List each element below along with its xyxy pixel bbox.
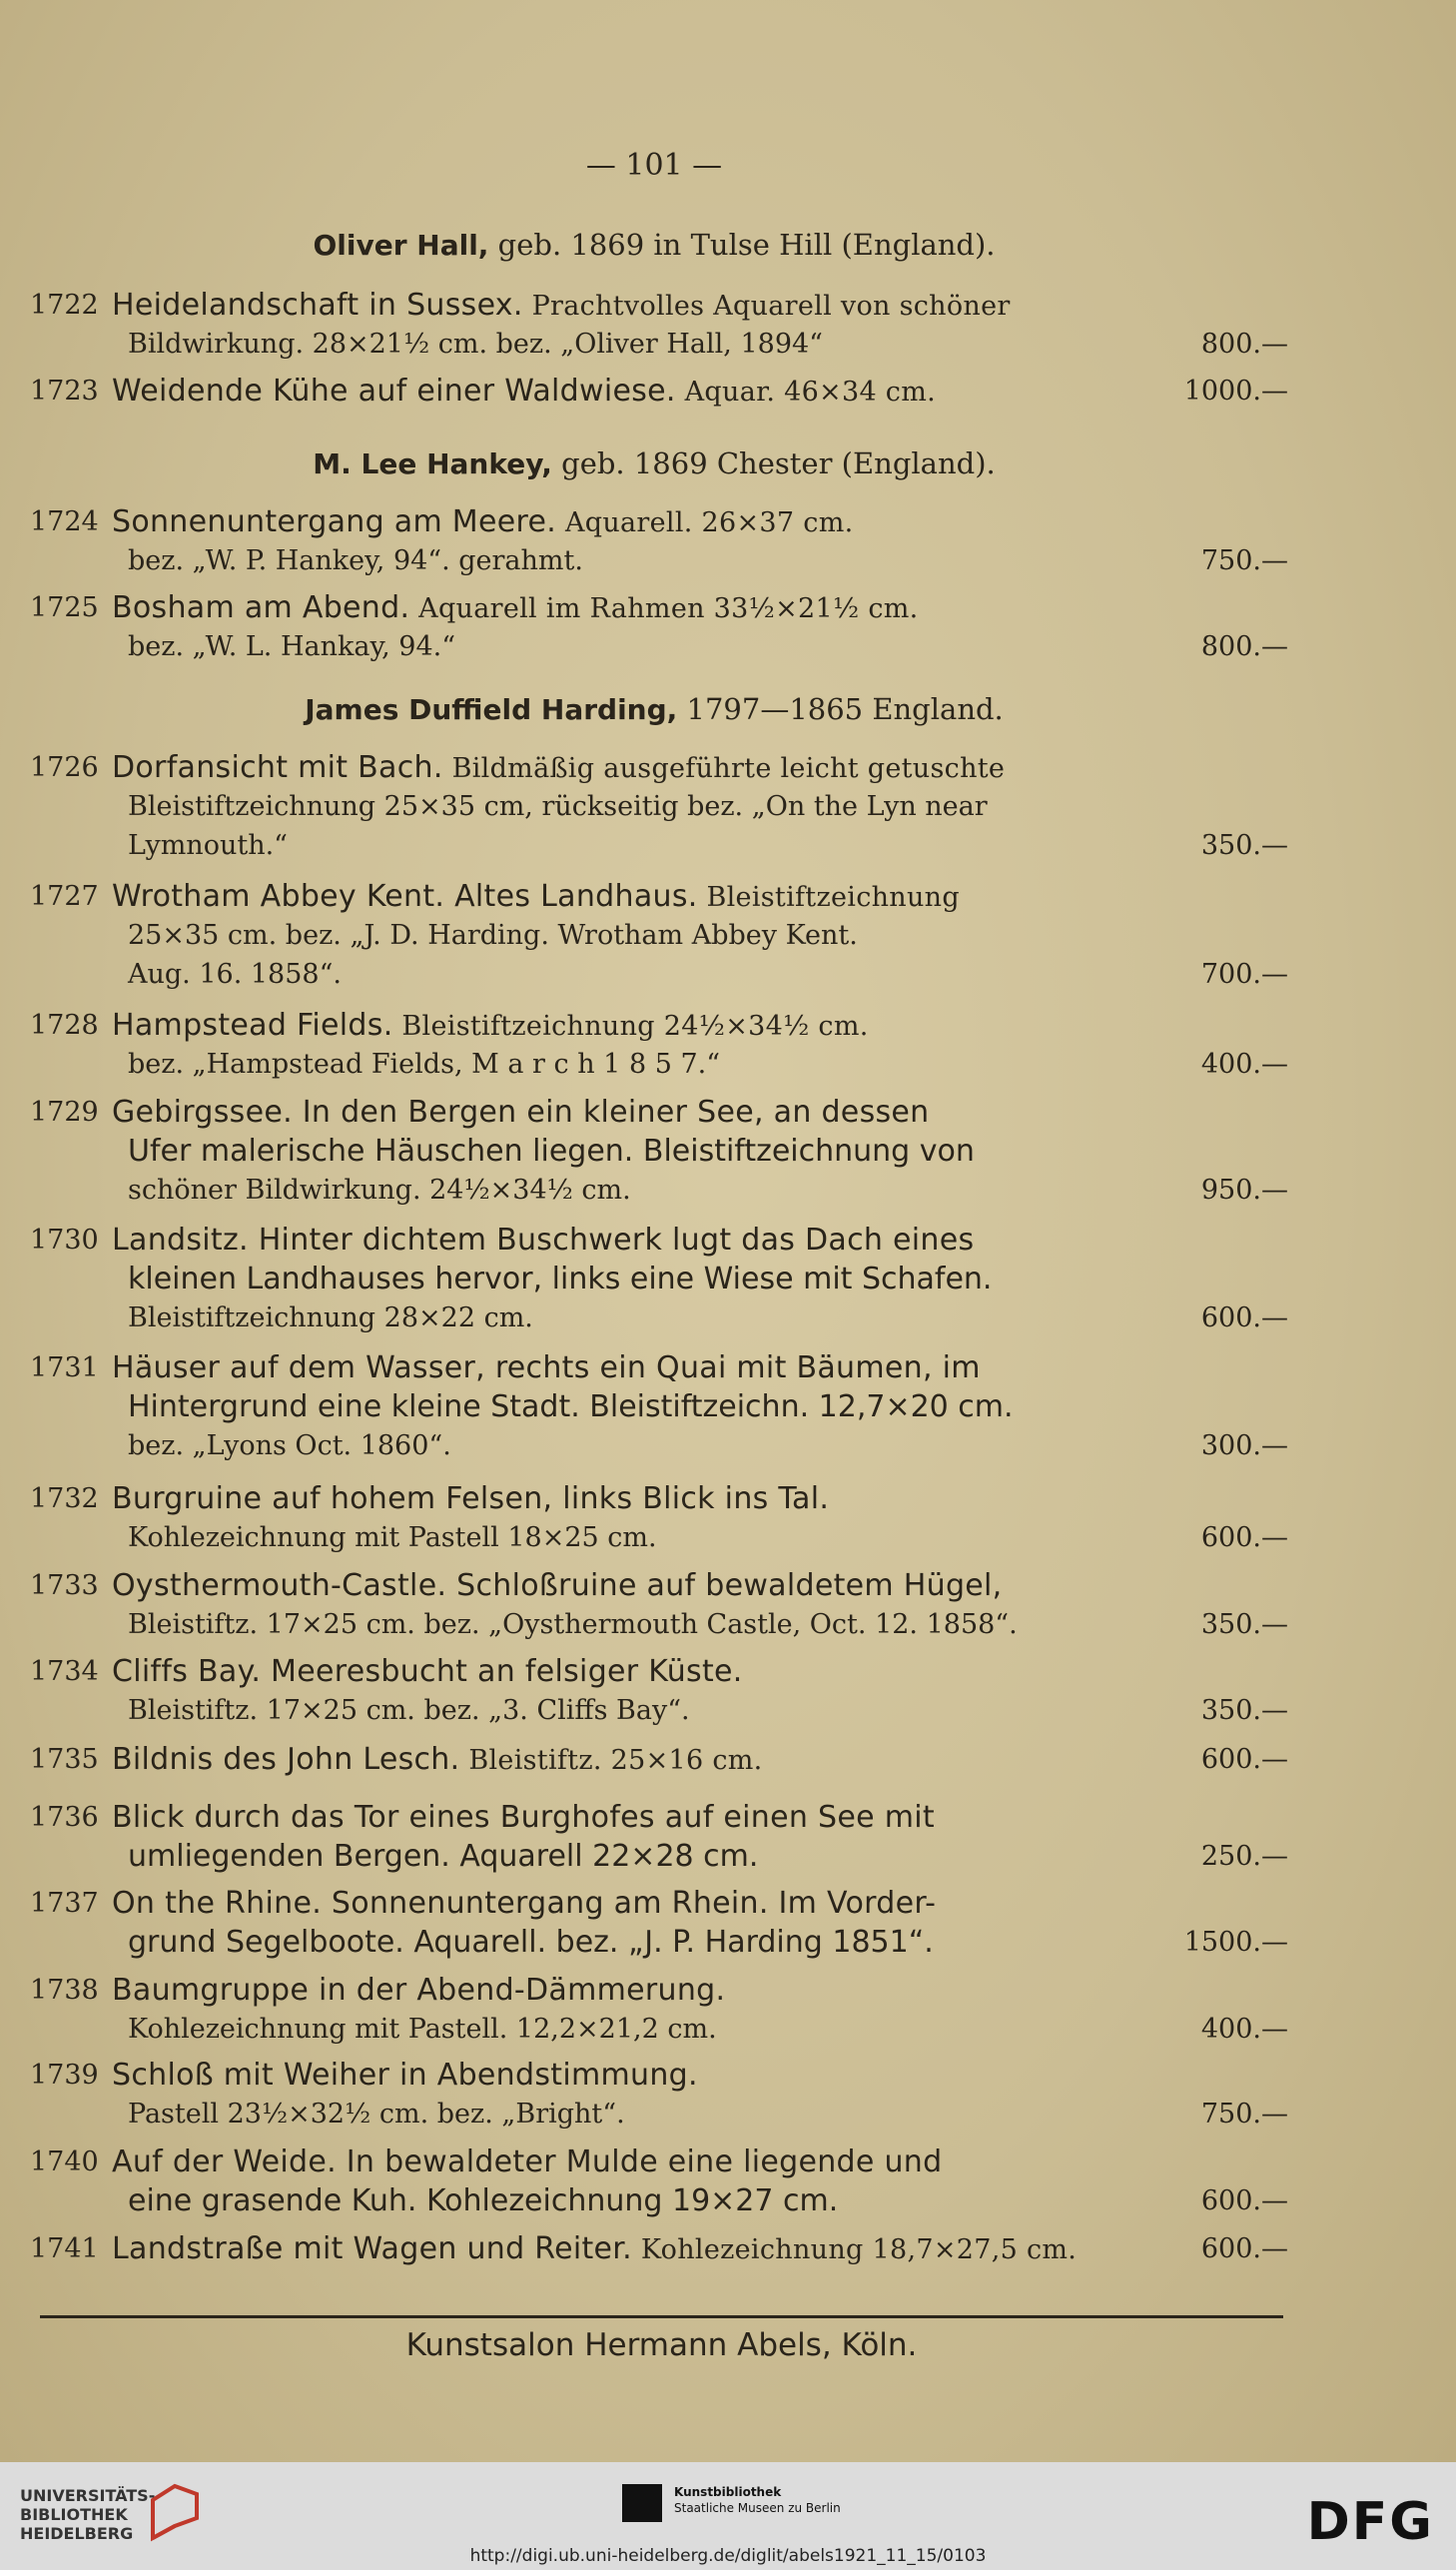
- entry-title: [112, 1798, 935, 1838]
- entry-continuation-line: [30, 627, 1288, 666]
- entry-continuation-text: grund Segelboote. Aquarell. bez. „J. P. Harding 1851“.: [128, 1925, 934, 1960]
- catalog-entry: [30, 1006, 1288, 1084]
- entry-title-text: Auf der Weide. In bewaldeter Mulde eine liegende und: [112, 2144, 943, 2179]
- entry-title-text: Dorfansicht mit Bach.: [112, 750, 443, 785]
- entry-description: Aquarell. 26×37 cm.: [556, 507, 854, 538]
- entry-title-text: Weidende Kühe auf einer Waldwiese.: [112, 374, 676, 409]
- entry-number: 1725: [30, 592, 99, 623]
- entry-title-text: Oysthermouth-Castle. Schloßruine auf bewaldetem Hügel,: [112, 1568, 1003, 1603]
- ub-line2: BIBLIOTHEK: [20, 2505, 128, 2524]
- entry-title: [112, 748, 1005, 788]
- kb-line1: Kunstbibliothek: [674, 2485, 782, 2499]
- entry-continuation-text: Hintergrund eine kleine Stadt. Bleistiftzeichn. 12,7×20 cm.: [128, 1389, 1014, 1424]
- entry-title-text: Gebirgssee. In den Bergen ein kleiner See, an dessen: [112, 1095, 930, 1130]
- entry-price: 950.—: [1200, 1175, 1288, 1206]
- catalog-entry: [30, 1566, 1288, 1644]
- entry-number: 1729: [30, 1097, 99, 1128]
- entry-price: 400.—: [1200, 2014, 1288, 2045]
- entry-title-text: Schloß mit Weiher in Abendstimmung.: [112, 2058, 698, 2093]
- entry-title-text: Landstraße mit Wagen und Reiter.: [112, 2231, 633, 2266]
- entry-first-line: [30, 748, 1288, 787]
- entry-number: 1724: [30, 506, 99, 537]
- entry-price: 750.—: [1200, 2099, 1288, 2130]
- entry-number: 1726: [30, 752, 99, 783]
- entry-number: 1732: [30, 1483, 99, 1514]
- entry-title-text: Sonnenuntergang am Meere.: [112, 504, 557, 539]
- entry-number: 1728: [30, 1010, 99, 1041]
- entry-title: [112, 372, 936, 412]
- entry-title: [112, 1093, 930, 1133]
- catalog-entry: [30, 1740, 1288, 1779]
- entry-first-line: [30, 1221, 1288, 1260]
- entry-first-line: [30, 372, 1288, 411]
- entry-price: 400.—: [1200, 1049, 1288, 1080]
- entry-number: 1736: [30, 1802, 99, 1833]
- artist-name: James Duffield Harding,: [305, 693, 678, 726]
- artist-name: Oliver Hall,: [313, 229, 489, 262]
- catalog-entry: [30, 502, 1288, 580]
- entry-continuation-text: bez. „Hampstead Fields, M a r c h 1 8 5 7.“: [128, 1049, 721, 1080]
- entry-title: [112, 1221, 974, 1261]
- artist-name: M. Lee Hankey,: [313, 447, 552, 480]
- entry-number: 1739: [30, 2060, 99, 2091]
- entry-description: Bleistiftz. 25×16 cm.: [459, 1745, 763, 1776]
- entry-title: [112, 1652, 743, 1692]
- catalog-entry: [30, 2056, 1288, 2134]
- entry-continuation-line: [30, 1518, 1288, 1557]
- entry-first-line: [30, 2229, 1288, 2268]
- entry-continuation-text: Bleistiftz. 17×25 cm. bez. „3. Cliffs Bay“.: [128, 1695, 690, 1726]
- kunstbibliothek-text: [674, 2484, 841, 2516]
- entry-first-line: [30, 877, 1288, 916]
- entry-title: [112, 877, 960, 917]
- entry-title: [112, 1740, 763, 1780]
- entry-price: 350.—: [1200, 1695, 1288, 1726]
- entry-continuation-text: Lymnouth.“: [128, 830, 288, 861]
- entry-continuation-line: [30, 826, 1288, 865]
- ub-heidelberg-logo-text[interactable]: [20, 2486, 155, 2543]
- artist-heading: [0, 228, 1308, 262]
- entry-first-line: [30, 1006, 1288, 1045]
- entry-first-line: [30, 1566, 1288, 1605]
- entry-first-line: [30, 1884, 1288, 1923]
- entry-continuation-line: [30, 1171, 1288, 1210]
- entry-continuation-text: bez. „W. L. Hankay, 94.“: [128, 631, 456, 662]
- catalog-entry: [30, 748, 1288, 865]
- entry-price: 600.—: [1200, 2233, 1288, 2264]
- entry-title-text: Bildnis des John Lesch.: [112, 1742, 460, 1777]
- entry-title-text: Cliffs Bay. Meeresbucht an felsiger Küste.: [112, 1654, 743, 1689]
- entry-continuation-text: kleinen Landhauses hervor, links eine Wiese mit Schafen.: [128, 1262, 993, 1296]
- artist-heading: [0, 446, 1308, 480]
- entry-number: 1734: [30, 1656, 99, 1687]
- entry-continuation-line: [30, 541, 1288, 580]
- entry-continuation-text: Kohlezeichnung mit Pastell 18×25 cm.: [128, 1522, 657, 1553]
- entry-continuation-line: [30, 2010, 1288, 2049]
- entry-description: Kohlezeichnung 18,7×27,5 cm.: [632, 2234, 1078, 2265]
- entry-title-text: On the Rhine. Sonnenuntergang am Rhein. Im Vorder-: [112, 1886, 937, 1921]
- entry-price: 600.—: [1200, 1522, 1288, 1553]
- entry-number: 1735: [30, 1744, 99, 1775]
- entry-first-line: [30, 502, 1288, 541]
- entry-price: 800.—: [1200, 329, 1288, 360]
- catalog-entry: [30, 1479, 1288, 1557]
- entry-title: [112, 2229, 1077, 2269]
- page-number: — 101 —: [585, 148, 723, 183]
- footer-publisher: Kunstsalon Hermann Abels, Köln.: [405, 2327, 918, 2363]
- viewer-bar: [0, 2462, 1456, 2570]
- entry-first-line: [30, 1093, 1288, 1132]
- entry-description: Aquarell im Rahmen 33½×21½ cm.: [409, 593, 919, 624]
- catalog-entry: [30, 2142, 1288, 2220]
- entry-title: [112, 588, 919, 628]
- entry-first-line: [30, 1652, 1288, 1691]
- catalog-entry: [30, 286, 1288, 364]
- dfg-logo[interactable]: DFG: [1306, 2492, 1434, 2552]
- entry-title: [112, 1479, 829, 1519]
- catalog-entry: [30, 877, 1288, 994]
- entry-continuation-line: [30, 1426, 1288, 1465]
- entry-continuation-line: [30, 916, 1288, 955]
- entry-first-line: [30, 2056, 1288, 2095]
- entry-continuation-text: Kohlezeichnung mit Pastell. 12,2×21,2 cm.: [128, 2014, 717, 2045]
- entry-price: 300.—: [1200, 1430, 1288, 1461]
- catalog-entry: [30, 1971, 1288, 2049]
- entry-first-line: [30, 286, 1288, 325]
- source-url[interactable]: http://digi.ub.uni-heidelberg.de/diglit/abels1921_11_15/0103: [469, 2546, 987, 2566]
- entry-continuation-text: Ufer malerische Häuschen liegen. Bleistiftzeichnung von: [128, 1134, 975, 1169]
- entry-title-text: Baumgruppe in der Abend-Dämmerung.: [112, 1973, 726, 2008]
- entry-continuation-line: [30, 1923, 1288, 1962]
- artist-heading: [0, 692, 1308, 726]
- entry-first-line: [30, 1798, 1288, 1837]
- entry-continuation-line: [30, 1837, 1288, 1876]
- entry-first-line: [30, 1348, 1288, 1387]
- entry-continuation-line: [30, 955, 1288, 994]
- entry-first-line: [30, 1479, 1288, 1518]
- entry-number: 1738: [30, 1975, 99, 2006]
- catalog-entry: [30, 372, 1288, 411]
- entry-price: 1000.—: [1183, 376, 1288, 407]
- entry-title-text: Blick durch das Tor eines Burghofes auf einen See mit: [112, 1800, 935, 1835]
- entry-continuation-text: Bleistiftzeichnung 25×35 cm, rückseitig bez. „On the Lyn near: [128, 791, 988, 822]
- entry-continuation-text: Bildwirkung. 28×21½ cm. bez. „Oliver Hall, 1894“: [128, 329, 823, 360]
- entry-title: [112, 2056, 698, 2096]
- entry-title-text: Landsitz. Hinter dichtem Buschwerk lugt das Dach eines: [112, 1223, 975, 1258]
- entry-continuation-line: [30, 2095, 1288, 2134]
- catalog-entry: [30, 1884, 1288, 1962]
- entry-continuation-text: umliegenden Bergen. Aquarell 22×28 cm.: [128, 1839, 759, 1874]
- entry-continuation-line: [30, 325, 1288, 364]
- entry-title-text: Heidelandschaft in Sussex.: [112, 288, 523, 323]
- entry-title-text: Wrotham Abbey Kent. Altes Landhaus.: [112, 879, 698, 914]
- artist-info: geb. 1869 Chester (England).: [551, 446, 996, 480]
- entry-continuation-text: Bleistiftz. 17×25 cm. bez. „Oysthermouth Castle, Oct. 12. 1858“.: [128, 1609, 1018, 1640]
- catalog-entry: [30, 588, 1288, 666]
- entry-title: [112, 1006, 869, 1046]
- entry-number: 1741: [30, 2233, 99, 2264]
- entry-continuation-line: [30, 1260, 1288, 1298]
- entry-continuation-text: 25×35 cm. bez. „J. D. Harding. Wrotham Abbey Kent.: [128, 920, 858, 951]
- entry-continuation-text: Pastell 23½×32½ cm. bez. „Bright“.: [128, 2099, 625, 2130]
- entry-price: 350.—: [1200, 830, 1288, 861]
- entry-number: 1737: [30, 1888, 99, 1919]
- entry-continuation-text: Aug. 16. 1858“.: [128, 959, 342, 990]
- entry-description: Bleistiftzeichnung 24½×34½ cm.: [392, 1011, 869, 1042]
- entry-title: [112, 1566, 1003, 1606]
- entry-first-line: [30, 1740, 1288, 1779]
- catalog-entry: [30, 1348, 1288, 1465]
- entry-price: 750.—: [1200, 545, 1288, 576]
- entry-description: Aquar. 46×34 cm.: [675, 377, 937, 408]
- entry-continuation-line: [30, 1387, 1288, 1426]
- entry-number: 1733: [30, 1570, 99, 1601]
- entry-price: 800.—: [1200, 631, 1288, 662]
- entry-price: 250.—: [1200, 1841, 1288, 1872]
- entry-continuation-text: bez. „W. P. Hankey, 94“. gerahmt.: [128, 545, 583, 576]
- entry-first-line: [30, 2142, 1288, 2181]
- entry-number: 1722: [30, 290, 99, 321]
- entry-continuation-text: bez. „Lyons Oct. 1860“.: [128, 1430, 451, 1461]
- entry-description: Bildmäßig ausgeführte leicht getuschte: [442, 753, 1006, 784]
- entry-title: [112, 1348, 981, 1388]
- kunstbibliothek-logo-icon[interactable]: [622, 2484, 662, 2522]
- entry-continuation-line: [30, 1298, 1288, 1337]
- catalog-entry: [30, 1652, 1288, 1730]
- entry-number: 1730: [30, 1225, 99, 1256]
- entry-title: [112, 2142, 942, 2182]
- entry-price: 1500.—: [1183, 1927, 1288, 1958]
- ub-line3: HEIDELBERG: [20, 2524, 134, 2543]
- kb-line2: Staatliche Museen zu Berlin: [674, 2501, 841, 2515]
- entry-description: Prachtvolles Aquarell von schöner: [522, 291, 1011, 322]
- ub-heidelberg-emblem-icon: [145, 2478, 205, 2548]
- entry-continuation-text: schöner Bildwirkung. 24½×34½ cm.: [128, 1175, 631, 1206]
- catalog-entry: [30, 1221, 1288, 1337]
- entry-price: 600.—: [1200, 2185, 1288, 2216]
- entry-description: Bleistiftzeichnung: [697, 882, 960, 913]
- entry-title: [112, 286, 1011, 326]
- entry-title: [112, 502, 853, 542]
- entry-number: 1723: [30, 376, 99, 407]
- entry-title-text: Bosham am Abend.: [112, 590, 410, 625]
- entry-title-text: Burgruine auf hohem Felsen, links Blick ins Tal.: [112, 1481, 830, 1516]
- entry-continuation-line: [30, 1605, 1288, 1644]
- entry-continuation-line: [30, 1045, 1288, 1084]
- artist-info: 1797—1865 England.: [677, 692, 1004, 726]
- entry-price: 350.—: [1200, 1609, 1288, 1640]
- entry-title-text: Häuser auf dem Wasser, rechts ein Quai mit Bäumen, im: [112, 1350, 981, 1385]
- entry-first-line: [30, 588, 1288, 627]
- catalog-entry: [30, 2229, 1288, 2268]
- entry-title-text: Hampstead Fields.: [112, 1008, 393, 1043]
- entry-price: 600.—: [1200, 1302, 1288, 1333]
- entry-continuation-line: [30, 1132, 1288, 1171]
- catalog-entry: [30, 1093, 1288, 1210]
- entry-first-line: [30, 1971, 1288, 2010]
- entry-continuation-line: [30, 1691, 1288, 1730]
- entry-price: 700.—: [1200, 959, 1288, 990]
- entry-price: 600.—: [1200, 1744, 1288, 1775]
- entry-continuation-line: [30, 2181, 1288, 2220]
- footer-rule: [40, 2315, 1283, 2318]
- entry-number: 1727: [30, 881, 99, 912]
- entry-title: [112, 1971, 725, 2011]
- catalog-entry: [30, 1798, 1288, 1876]
- artist-info: geb. 1869 in Tulse Hill (England).: [488, 228, 996, 262]
- entry-continuation-line: [30, 787, 1288, 826]
- entry-title: [112, 1884, 936, 1924]
- entry-continuation-text: Bleistiftzeichnung 28×22 cm.: [128, 1302, 533, 1333]
- ub-line1: UNIVERSITÄTS-: [20, 2486, 156, 2505]
- entry-continuation-text: eine grasende Kuh. Kohlezeichnung 19×27 cm.: [128, 2183, 839, 2218]
- entry-number: 1731: [30, 1352, 99, 1383]
- entry-number: 1740: [30, 2146, 99, 2177]
